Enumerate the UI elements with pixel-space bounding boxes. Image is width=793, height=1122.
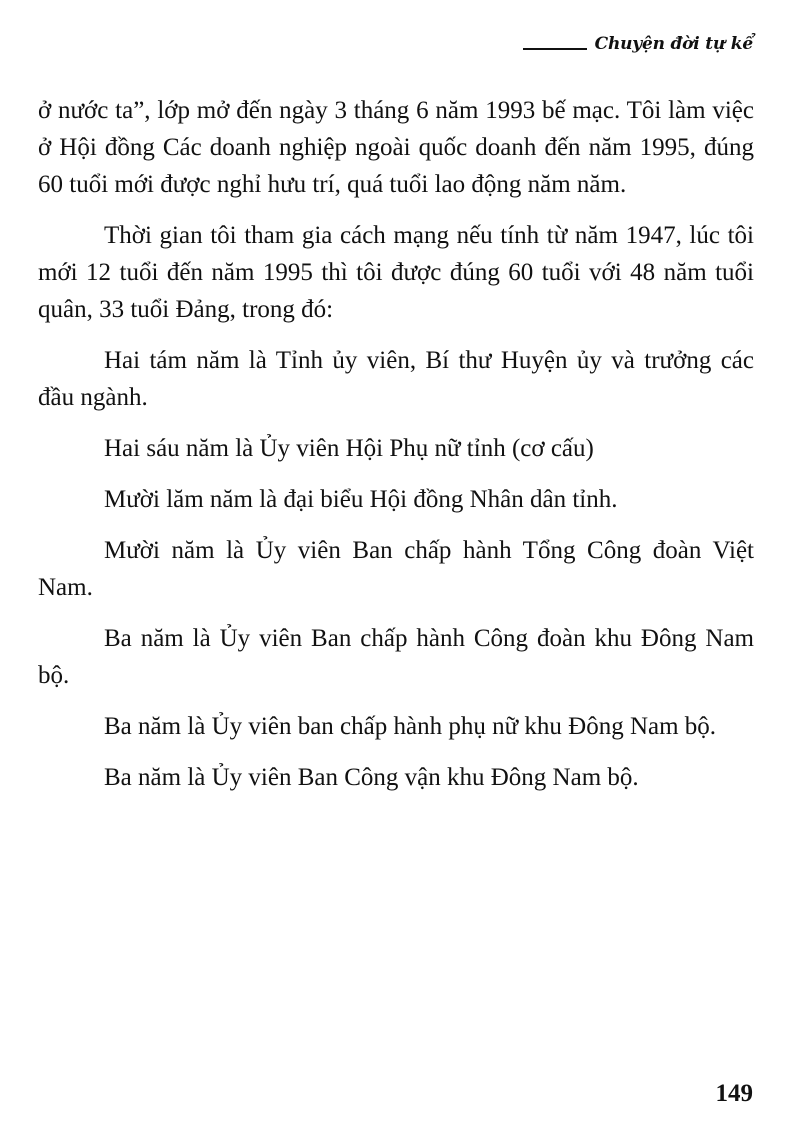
running-header — [523, 34, 753, 54]
page-body — [38, 92, 754, 810]
paragraph-revolution-summary: Thời gian tôi tham gia cách mạng nếu tính từ năm 1947, lúc tôi mới 12 tuổi đến năm 1995 thì tôi được đúng 60 tuổi với 48 năm tuổi quân, 33 tuổi Đảng, trong đó: — [38, 222, 754, 323]
header-rule — [523, 48, 587, 50]
page-number: 149 — [715, 1080, 753, 1107]
paragraph-women-southeast: Ba năm là Ủy viên ban chấp hành phụ nữ khu Đông Nam bộ. — [104, 713, 717, 740]
running-title: Chuyện đời tự kể — [594, 34, 753, 54]
paragraph-provincial-committee: Hai tám năm là Tỉnh ủy viên, Bí thư Huyện ủy và trưởng các đầu ngành. — [38, 347, 754, 411]
paragraph-labor-mobilization: Ba năm là Ủy viên Ban Công vận khu Đông Nam bộ. — [104, 764, 639, 791]
paragraph-general-confederation: Mười năm là Ủy viên Ban chấp hành Tổng Công đoàn Việt Nam. — [38, 537, 754, 601]
paragraph-peoples-council: Mười lăm năm là đại biểu Hội đồng Nhân dân tỉnh. — [104, 486, 618, 513]
paragraph-continued: ở nước ta”, lớp mở đến ngày 3 tháng 6 năm 1993 bế mạc. Tôi làm việc ở Hội đồng Các doanh nghiệp ngoài quốc doanh đến năm 1995, đúng 60 tuổi mới được nghỉ hưu trí, quá tuổi lao động năm năm. — [38, 97, 754, 198]
paragraph-women-union: Hai sáu năm là Ủy viên Hội Phụ nữ tỉnh (cơ cấu) — [104, 435, 594, 462]
paragraph-trade-union-southeast: Ba năm là Ủy viên Ban chấp hành Công đoàn khu Đông Nam bộ. — [38, 625, 754, 689]
